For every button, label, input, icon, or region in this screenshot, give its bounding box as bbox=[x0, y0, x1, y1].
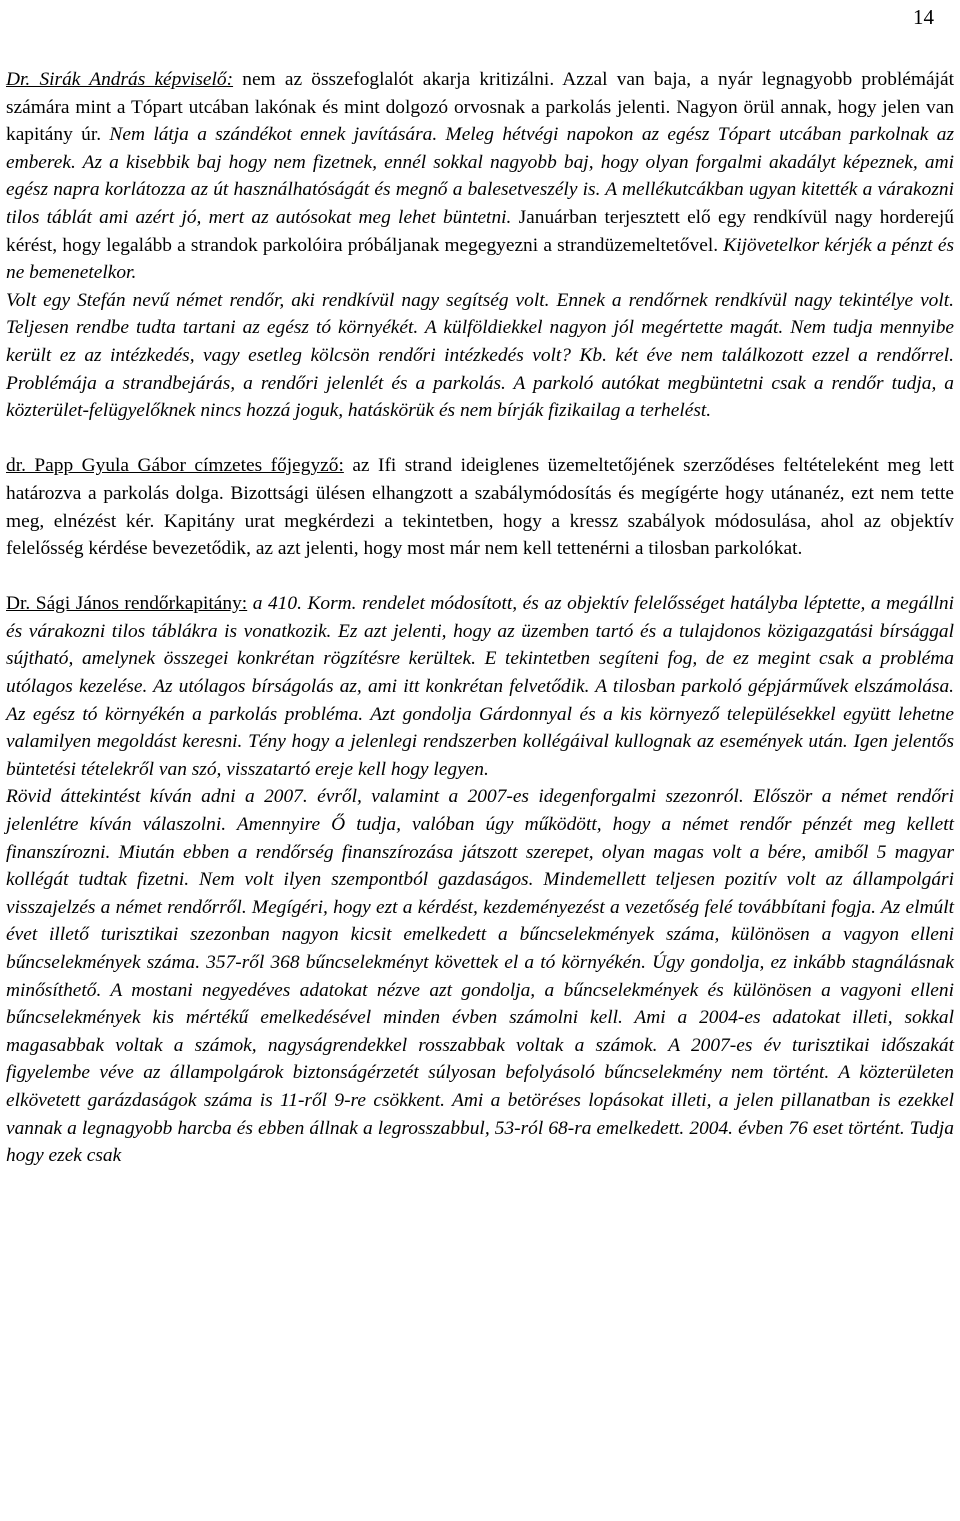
paragraph-spacer bbox=[6, 425, 954, 453]
paragraph-stefan bbox=[6, 287, 954, 425]
paragraph-overview bbox=[6, 783, 954, 1169]
paragraph-sagi bbox=[6, 590, 954, 783]
paragraph-text: Volt egy Stefán nevű német rendőr, aki rendkívül nagy segítség volt. Ennek a rendőrnek rendkívül nagy tekintélye volt. Teljesen rendbe tudta tartani az egész tó környékét. A külföldiekkel nagyon jól megértette magát. Nem tudja mennyibe került ez az intézkedés, vagy esetleg kölcsön rendőri intézkedés volt? Kb. két éve nem találkozott ezzel a rendőrrel. Problémája a strandbejárás, a rendőri jelenlét és a parkolás. A parkoló autókat megbüntetni csak a rendőr tudja, a közterület-felügyelőknek nincs hozzá joguk, hatáskörük és nem bírják fizikailag a terhelést. bbox=[6, 289, 954, 422]
page-number: 14 bbox=[913, 5, 934, 29]
paragraph-spacer bbox=[6, 563, 954, 591]
paragraph-text: az Ifi strand ideiglenes üzemeltetőjének szerződéses feltételeként meg lett határozva a parkolás dolga. Bizottsági ülésen elhangzott a szabálymódosítás és megígérte hogy utánanéz, ezt nem tette meg, elnézést kér. Kapitány urat megkérdezi a tekintetben, hogy a kressz szabályok módosulása, ahol az objektív felelősség kérdése bevezetődik, az azt jelenti, hogy most már nem kell tettenérni a tilosban parkolókat. bbox=[6, 455, 954, 560]
document-body bbox=[6, 66, 954, 1170]
paragraph-text: a 410. Korm. rendelet módosított, és az objektív felelősséget hatályba léptette, a megállni és várakozni tilos táblákra is vonatkozik. Ez azt jelenti, hogy az üzemben tartó és a tulajdonos közigazgatási bírsággal sújtható, amelynek összegei konkrétan rögzítésre kerültek. E tekintetben segíteni fog, de ez megint csak a probléma utólagos kezelése. Az utólagos bírságolás az, ami itt konkrétan felvetődik. A tilosban parkoló gépjárművek elszámolása. Az egész tó környékén a parkolás probléma. Azt gondolja Gárdonnyal és a kis környező településekkel együtt lehetne valamilyen megoldást keresni. Tény hogy a jelenlegi rendszerben kollégáival kullognak az események után. Igen jelentős büntetési tételekről van szó, visszatartó ereje kell hogy legyen. bbox=[6, 593, 955, 780]
paragraph-text: nem az összefoglalót akarja kritizálni. Azzal van baja, a nyár legnagyobb problémáját számára mint a Tópart utcában lakónak és mint dolgozó orvosnak a parkolás jelenti. Nagyon örül annak, hogy jelen van kapitány úr. bbox=[6, 69, 954, 146]
paragraph-papp bbox=[6, 452, 954, 562]
speaker-name: dr. Papp Gyula Gábor címzetes főjegyző: bbox=[6, 455, 344, 477]
paragraph-text: Nem látja a szándékot ennek javítására. Meleg hétvégi napokon az egész Tópart utcában parkolnak az emberek. Az a kisebbik baj hogy nem fizetnek, ennél sokkal nagyobb baj, hogy olyan forgalmi akadályt képeznek, ami egész napra korlátozza az út használhatóságát és megnő a balesetveszély is. A mellékutcákban ugyan kitették a várakozni tilos táblát ami azért jó, mert az autósokat meg lehet büntetni. bbox=[6, 124, 954, 228]
paragraph-text: Rövid áttekintést kíván adni a 2007. évről, valamint a 2007-es idegenforgalmi szezonról. Először a német rendőri jelenlétre kíván válaszolni. Amennyire Ő tudja, valóban úgy működött, hogy a német rendőr pénzét meg kellett finanszírozni. Miután ebben a rendőrség finanszírozása játszott szerepet, olyan magas volt a bére, amiből 5 magyar kollégát tudtak fizetni. Nem volt ilyen szempontból gazdaságos. Mindemellett teljesen pozitív volt az állampolgári visszajelzés a német rendőrről. Megígéri, hogy ezt a kérdést, kezdeményezést a vezetőség felé továbbítani fogja. Az elmúlt évet illető turisztikai szezonban nagyon kicsit emelkedett a bűncselekmények száma, különösen a vagyon elleni bűncselekmények száma. 357-ről 368 bűncselekményt követtek el a tó környékén. Úgy gondolja, ez inkább stagnálásnak minősíthető. A mostani negyedéves adatokat nézve azt gondolja, a bűncselekmények és különösen a vagyoni elleni bűncselekmények kis mértékű emelkedésével minden évben számolni kell. Ami a 2004-es adatokat illeti, sokkal magasabbak voltak a számok, nagyságrendekkel rosszabbak voltak a számok. A 2007-es év turisztikai időszakát figyelembe véve az állampolgárok biztonságérzetét súlyosan befolyásoló bűncselekmény nem történt. A közterületen elkövetett garázdaságok száma is 11-ről 9-re csökkent. Ami a betöréses lopásokat illeti, a jelen pillanatban is ezekkel vannak a legnagyobb harcba és ebben állnak a legrosszabbul, 53-ról 68-ra emelkedett. 2004. évben 76 eset történt. Tudja hogy ezek csak bbox=[6, 786, 954, 1167]
paragraph-text: Januárban terjesztett elő egy rendkívül nagy horderejű kérést, hogy legalább a strandok parkolóira próbáljanak megegyezni a strandüzemeltetővel. bbox=[6, 206, 954, 256]
speaker-name: Dr. Sirák András képviselő: bbox=[6, 69, 234, 90]
paragraph-text: Kijövetelkor kérjék a pénzt és ne bemenetelkor. bbox=[6, 234, 954, 284]
paragraph-sirak bbox=[6, 66, 954, 287]
speaker-name: Dr. Sági János rendőrkapitány: bbox=[6, 593, 248, 615]
